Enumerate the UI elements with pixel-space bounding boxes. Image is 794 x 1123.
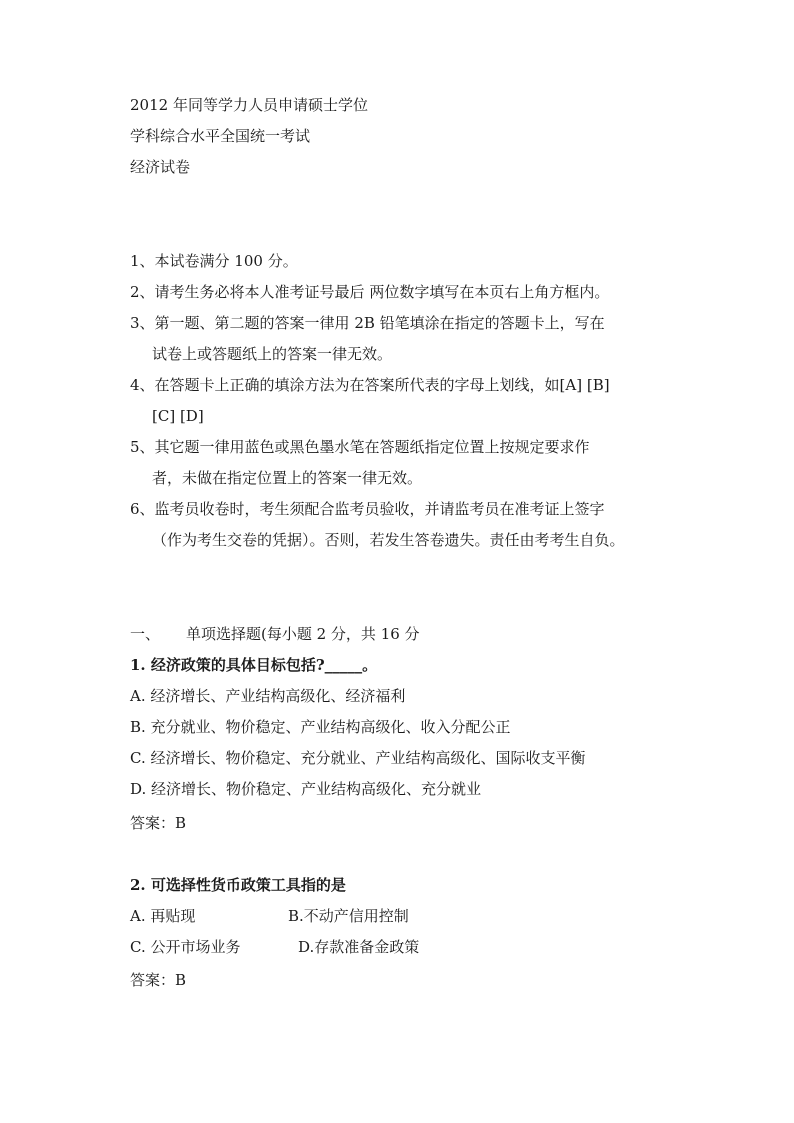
instruction-4: 4、在答题卡上正确的填涂方法为在答案所代表的字母上划线，如[A] [B] (130, 376, 610, 394)
option-d: D.存款准备金政策 (298, 938, 420, 956)
answer: 答案：B (130, 814, 187, 832)
instruction-4-cont: [C] [D] (152, 407, 204, 425)
instruction-6: 6、监考员收卷时，考生须配合监考员验收，并请监考员在准考证上签字 (130, 500, 605, 518)
option-b: B.不动产信用控制 (288, 907, 409, 925)
instruction-6-cont: （作为考生交卷的凭据）。否则，若发生答卷遗失。责任由考考生自负。 (152, 531, 625, 549)
header-line-2: 学科综合水平全国统一考试 (130, 127, 311, 145)
option-d: D. 经济增长、物价稳定、产业结构高级化、充分就业 (130, 780, 482, 798)
option-a: A. 再贴现 (130, 907, 196, 925)
instruction-5-cont: 者，未做在指定位置上的答案一律无效。 (152, 469, 423, 487)
option-c: C. 经济增长、物价稳定、充分就业、产业结构高级化、国际收支平衡 (130, 749, 586, 767)
instruction-2: 2、请考生务必将本人准考证号最后 两位数字填写在本页右上角方框内。 (130, 283, 610, 301)
header-line-3: 经济试卷 (130, 158, 191, 176)
header-line-1: 2012 年同等学力人员申请硕士学位 (130, 96, 368, 114)
section-title: 单项选择题(每小题 2 分，共 16 分 (186, 625, 420, 643)
option-b: B. 充分就业、物价稳定、产业结构高级化、收入分配公正 (130, 718, 511, 736)
option-a: A. 经济增长、产业结构高级化、经济福利 (130, 687, 406, 705)
instruction-5: 5、其它题一律用蓝色或黑色墨水笔在答题纸指定位置上按规定要求作 (130, 438, 590, 456)
instruction-3: 3、第一题、第二题的答案一律用 2B 铅笔填涂在指定的答题卡上，写在 (130, 314, 605, 332)
section-number: 一、 (130, 625, 161, 643)
question-stem: 2. 可选择性货币政策工具指的是 (130, 876, 346, 894)
instruction-3-cont: 试卷上或答题纸上的答案一律无效。 (152, 345, 393, 363)
answer: 答案：B (130, 971, 187, 989)
instruction-1: 1、本试卷满分 100 分。 (130, 252, 298, 270)
option-c: C. 公开市场业务 (130, 938, 241, 956)
question-stem: 1. 经济政策的具体目标包括?_____。 (130, 656, 378, 674)
